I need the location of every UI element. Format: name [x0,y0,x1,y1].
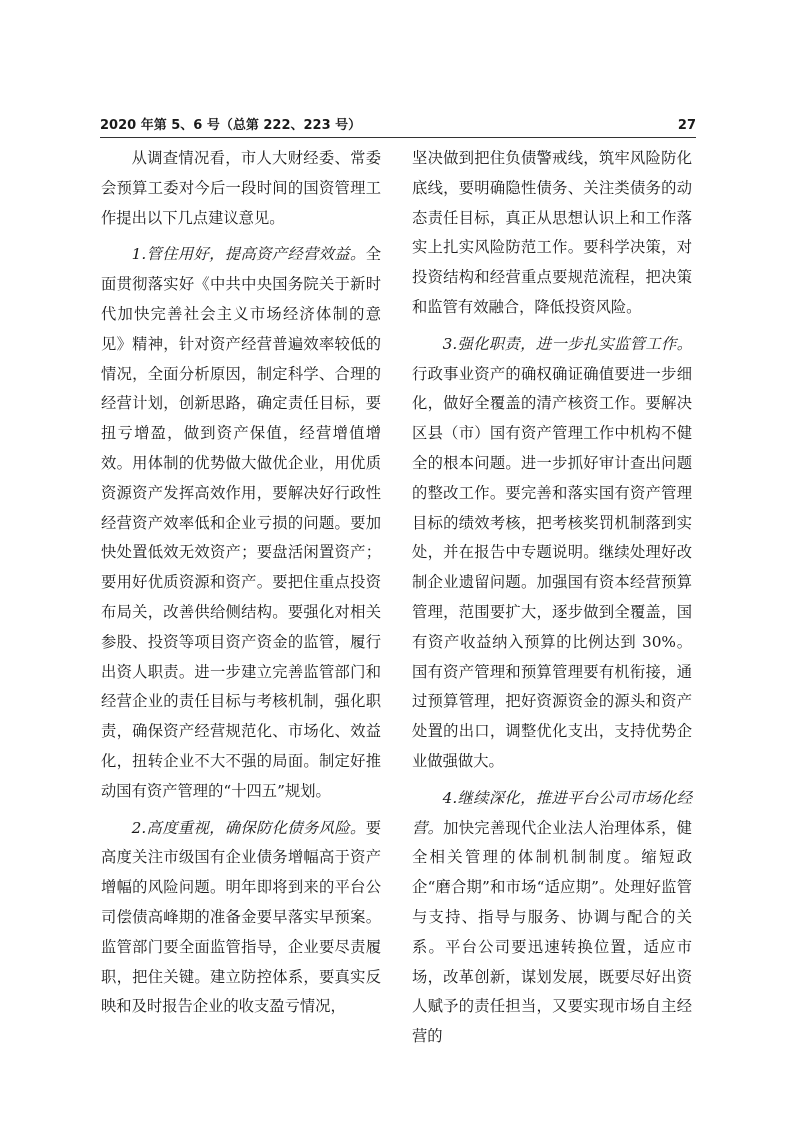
paragraph-2-heading: 2.高度重视，确保防化债务风险。 [131,818,366,837]
left-column [101,144,381,1022]
paragraph-4 [412,784,692,1052]
page-number: 27 [677,118,696,133]
paragraph-3-body: 行政事业资产的确权确证确值要进一步细化，做好全覆盖的清产核资工作。要解决区县（市）国有资产管理工作中机构不健全的根本问题。进一步抓好审计查出问题的整改工作。要完善和落实国有资产管理目标的绩效考核，把考核奖罚机制落到实处，并在报告中专题说明。继续处理好改制企业遗留问题。加强国有资本经营预算管理，范围要扩大，逐步做到全覆盖，国有资产收益纳入预算的比例达到 30%。国有资产管理和预算管理要有机衔接，通过预算管理，把好资源资金的源头和资产处置的出口，调整优化支出，支持优势企业做强做大。 [412,364,692,770]
intro-paragraph: 从调查情况看，市人大财经委、常委会预算工委对今后一段时间的国资管理工作提出以下几点建议意见。 [101,149,381,227]
paragraph-4-heading: 4.继续深化，推进平台公司市场化经营。 [412,788,692,837]
paragraph-2-body: 要高度关注市级国有企业债务增幅高于资产增幅的风险问题。明年即将到来的平台公司偿债高峰期的准备金要早落实早预案。监管部门要全面监管指导，企业要尽责履职，把住关键。建立防控体系，要真实反映和及时报告企业的收支盈亏情况， [101,818,381,1016]
issue-info: 2020 年第 5、6 号（总第 222、223 号） [100,118,362,133]
paragraph-1-body: 全面贯彻落实好《中共中央国务院关于新时代加快完善社会主义市场经济体制的意见》精神，针对资产经营普遍效率较低的情况，全面分析原因，制定科学、合理的经营计划，创新思路，确定责任目标，要扭亏增盈，做到资产保值，经营增值增效。用体制的优势做大做优企业，用优质资源资产发挥高效作用，要解决好行政性经营资产效率低和企业亏损的问题。要加快处置低效无效资产；要盘活闲置资产；要用好优质资源和资产。要把住重点投资布局关，改善供给侧结构。要强化对相关参股、投资等项目资产资金的监管，履行出资人职责。进一步建立完善监管部门和经营企业的责任目标与考核机制，强化职责，确保资产经营规范化、市场化、效益化，扭转企业不大不强的局面。制定好推动国有资产管理的“十四五”规划。 [101,245,381,800]
paragraph-3-heading: 3.强化职责，进一步扎实监管工作。 [442,334,692,353]
header-rule [100,137,696,138]
paragraph-4-body: 加快完善现代企业法人治理体系，健全相关管理的体制机制制度。缩短政企“磨合期”和市场“适应期”。处理好监管与支持、指导与服务、协调与配合的关系。平台公司要迅速转换位置，适应市场，改革创新，谋划发展，既要尽好出资人赋予的责任担当，又要实现市场自主经营的 [412,818,692,1046]
running-header [100,116,696,138]
paragraph-1 [101,240,381,806]
paragraph-1-heading: 1.管住用好，提高资产经营效益。 [131,245,366,264]
right-column [412,144,692,1052]
paragraph-2 [101,814,381,1023]
paragraph-2-continued: 坚决做到把住负债警戒线，筑牢风险防化底线，要明确隐性债务、关注类债务的动态责任目标，真正从思想认识上和工作落实上扎实风险防范工作。要科学决策，对投资结构和经营重点要规范流程，把决策和监管有效融合，降低投资风险。 [412,149,692,316]
paragraph-3 [412,330,692,777]
